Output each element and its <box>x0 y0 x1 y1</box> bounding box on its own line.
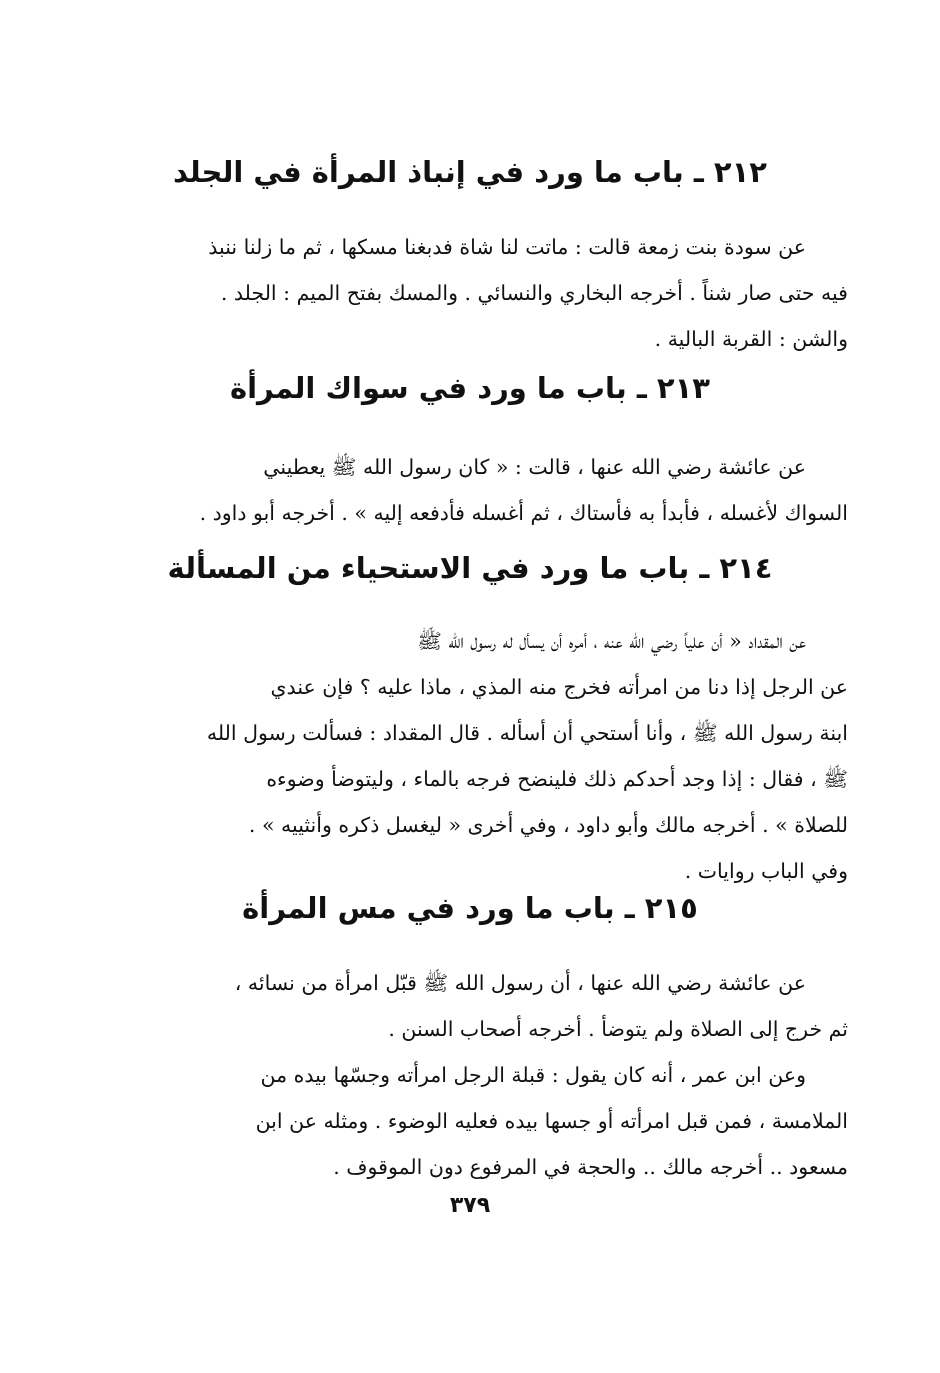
text-line: مسعود .. أخرجه مالك .. والحجة في المرفوع دون الموقوف . <box>333 1155 848 1179</box>
text-line: الملامسة ، فمن قبل امرأته أو جسها بيده فعليه الوضوء . ومثله عن ابن <box>255 1109 848 1133</box>
section-heading-215: ٢١٥ ـ باب ما ورد في مس المرأة <box>242 891 698 925</box>
text-line: عن عائشة رضي الله عنها ، أن رسول الله ﷺ قبّل امرأة من نسائه ، <box>234 971 806 995</box>
section-215-paragraph-1 <box>168 960 848 1052</box>
text-line: وعن ابن عمر ، أنه كان يقول : قبلة الرجل امرأته وجسّها بيده من <box>260 1063 806 1087</box>
text-line: فيه حتى صار شناً . أخرجه البخاري والنسائي . والمسك بفتح الميم : الجلد . <box>220 281 848 305</box>
text-line: وفي الباب روايات . <box>684 859 848 883</box>
section-213-paragraph <box>168 444 848 536</box>
text-line: عن المقداد « أن علياً رضي الله عنه ، أمره أن يسأل له رسول الله ﷺ <box>417 629 806 653</box>
section-heading-213: ٢١٣ ـ باب ما ورد في سواك المرأة <box>230 371 710 405</box>
text-line: عن سودة بنت زمعة قالت : ماتت لنا شاة فدبغنا مسكها ، ثم ما زلنا ننبذ <box>208 235 806 259</box>
section-heading-214: ٢١٤ ـ باب ما ورد في الاستحياء من المسألة <box>167 551 773 585</box>
text-line: عن عائشة رضي الله عنها ، قالت : « كان رسول الله ﷺ يعطيني <box>263 455 806 479</box>
section-214-paragraph <box>168 618 848 894</box>
text-line: السواك لأغسله ، فأبدأ به فأستاك ، ثم أغسله فأدفعه إليه » . أخرجه أبو داود . <box>199 501 848 525</box>
text-line: ثم خرج إلى الصلاة ولم يتوضأ . أخرجه أصحاب السنن . <box>388 1017 848 1041</box>
section-212-paragraph <box>168 224 848 362</box>
text-line: ﷺ ، فقال : إذا وجد أحدكم ذلك فلينضح فرجه بالماء ، وليتوضأ وضوءه <box>266 767 848 791</box>
section-heading-212: ٢١٢ ـ باب ما ورد في إنباذ المرأة في الجلد <box>172 155 768 189</box>
text-line: والشن : القربة البالية . <box>654 327 848 351</box>
text-line: للصلاة » . أخرجه مالك وأبو داود ، وفي أخرى « ليغسل ذكره وأنثييه » . <box>248 813 848 837</box>
page-number: ٣٧٩ <box>449 1193 491 1218</box>
section-215-paragraph-2 <box>168 1052 848 1190</box>
text-line: عن الرجل إذا دنا من امرأته فخرج منه المذي ، ماذا عليه ؟ فإن عندي <box>270 675 848 699</box>
text-line: ابنة رسول الله ﷺ ، وأنا أستحي أن أسأله . قال المقداد : فسألت رسول الله <box>206 721 848 745</box>
